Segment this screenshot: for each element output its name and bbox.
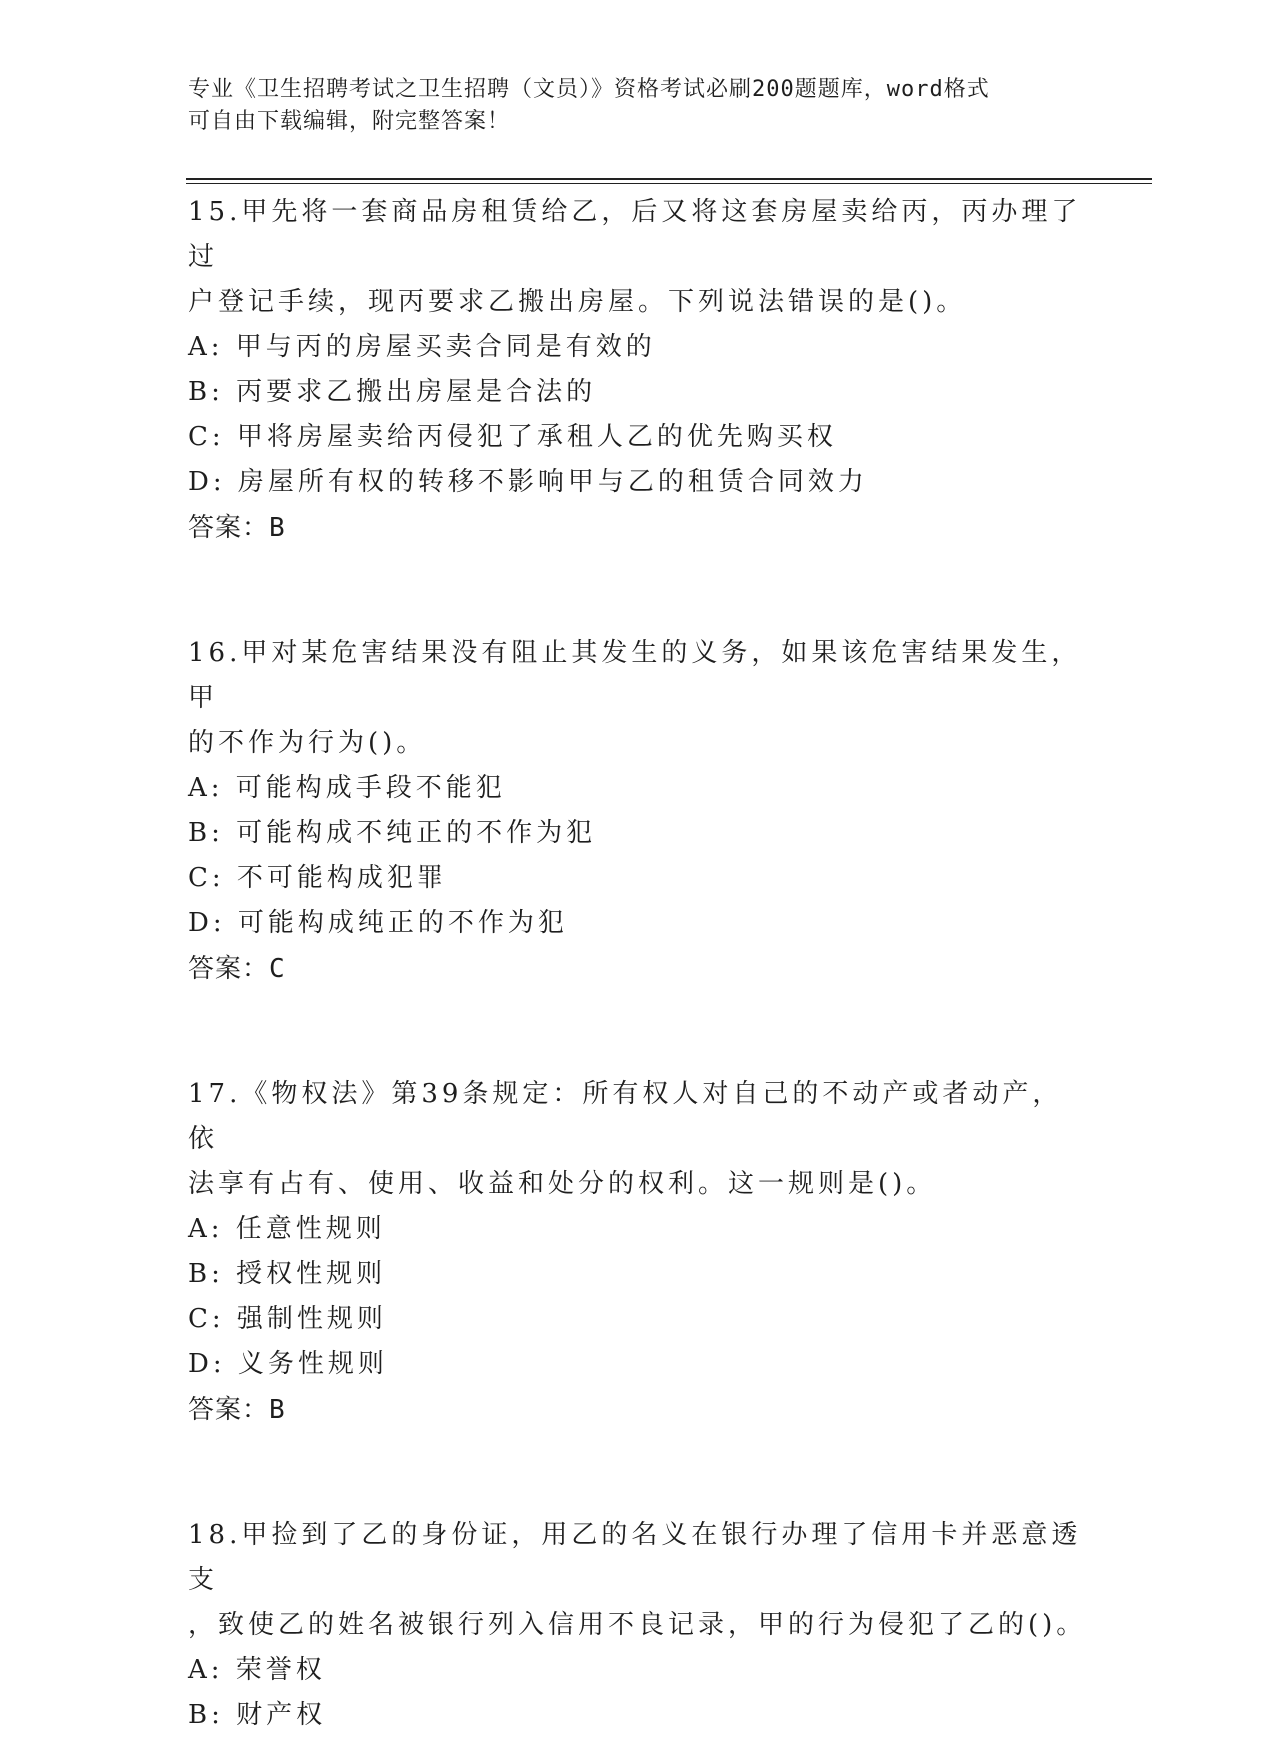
question-text-line: 法享有占有、使用、收益和处分的权利。这一规则是()。 xyxy=(188,1169,937,1199)
answer-line: 答案：C xyxy=(188,954,286,984)
option-a: A: 可能构成手段不能犯 xyxy=(188,773,506,803)
question-text-line: 15.甲先将一套商品房租赁给乙，后又将这套房屋卖给丙，丙办理了过 xyxy=(188,197,1082,272)
option-c: C: 甲将房屋卖给丙侵犯了承租人乙的优先购买权 xyxy=(188,422,837,452)
question-16 xyxy=(188,631,1088,992)
option-a: A: 任意性规则 xyxy=(188,1214,386,1244)
option-d: D: 可能构成纯正的不作为犯 xyxy=(188,908,568,938)
question-text-line: 18.甲捡到了乙的身份证，用乙的名义在银行办理了信用卡并恶意透支 xyxy=(188,1520,1082,1595)
answer-line: 答案：B xyxy=(188,1395,286,1425)
option-a: A: 荣誉权 xyxy=(188,1655,326,1685)
header-divider-thick xyxy=(186,178,1152,180)
option-a: A: 甲与丙的房屋买卖合同是有效的 xyxy=(188,332,656,362)
header-divider-thin xyxy=(186,183,1152,184)
question-text-line: 户登记手续，现丙要求乙搬出房屋。下列说法错误的是()。 xyxy=(188,287,967,317)
option-c: C: 强制性规则 xyxy=(188,1304,387,1334)
option-b: B: 财产权 xyxy=(188,1700,327,1730)
question-text-line: ，致使乙的姓名被银行列入信用不良记录，甲的行为侵犯了乙的()。 xyxy=(188,1610,1087,1640)
header-title-line-1: 专业《卫生招聘考试之卫生招聘（文员）》资格考试必刷200题题库，word格式 xyxy=(188,77,990,102)
question-text-line: 17.《物权法》第39条规定：所有权人对自己的不动产或者动产，依 xyxy=(188,1079,1063,1154)
question-15 xyxy=(188,190,1088,551)
option-b: B: 可能构成不纯正的不作为犯 xyxy=(188,818,597,848)
option-d: D: 义务性规则 xyxy=(188,1349,388,1379)
option-c: C: 不可能构成犯罪 xyxy=(188,863,447,893)
question-text-line: 16.甲对某危害结果没有阻止其发生的义务，如果该危害结果发生，甲 xyxy=(188,638,1082,713)
document-header xyxy=(188,74,1068,138)
question-18 xyxy=(188,1513,1088,1738)
question-text-line: 的不作为行为()。 xyxy=(188,728,427,758)
question-list xyxy=(188,190,1088,1738)
option-b: B: 授权性规则 xyxy=(188,1259,387,1289)
answer-line: 答案：B xyxy=(188,513,286,543)
option-b: B: 丙要求乙搬出房屋是合法的 xyxy=(188,377,597,407)
question-17 xyxy=(188,1072,1088,1433)
option-d: D: 房屋所有权的转移不影响甲与乙的租赁合同效力 xyxy=(188,467,868,497)
header-title-line-2: 可自由下载编辑，附完整答案！ xyxy=(188,109,511,134)
